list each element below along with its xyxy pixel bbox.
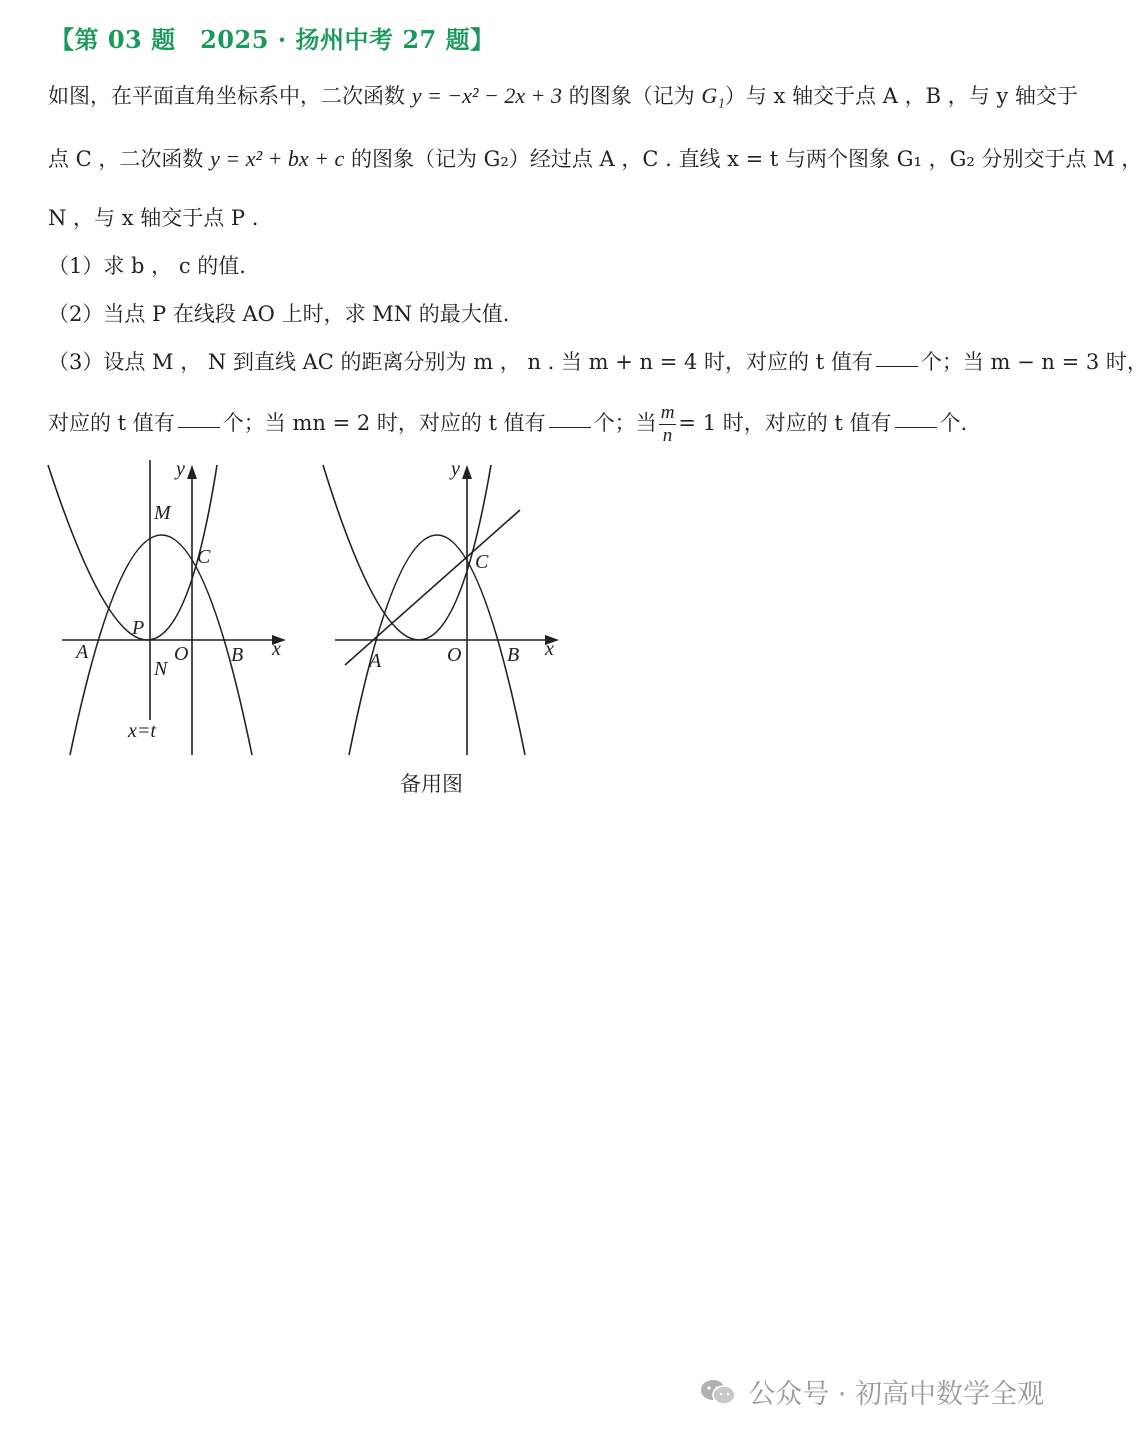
label-a: A (76, 641, 89, 663)
label-a: A (369, 650, 382, 672)
label-m: M (154, 502, 171, 524)
question-2: （2）当点 P 在线段 AO 上时，求 MN 的最大值. (48, 302, 510, 326)
label-o: O (447, 644, 462, 666)
answer-blank-4 (895, 427, 937, 428)
label-y: y (451, 458, 460, 480)
wechat-icon (698, 1377, 738, 1407)
label-x: x (272, 638, 281, 660)
answer-blank-1 (876, 366, 918, 367)
question-3-line-2: 对应的 t 值有 个；当 mn = 2 时，对应的 t 值有 个；当 $\frac{m}{n}$ = 1 时，对应的 t 值有 个. (48, 402, 968, 446)
fraction-m-over-n: $\frac{m}{n}$ (660, 402, 675, 446)
problem-line-1: 如图，在平面直角坐标系中，二次函数 y = −x² − 2x + 3 的图象（记为 G₁）与 x 轴交于点 A ，B ，与 y 轴交于 (48, 83, 1078, 108)
figure-2-graph (315, 455, 575, 765)
label-n: N (154, 658, 168, 680)
problem-header: 【第 03 题 2025 · 扬州中考 27 题】 (50, 25, 495, 54)
line-ac (345, 510, 520, 665)
watermark-footer (698, 1372, 1044, 1411)
problem-line-3: N ，与 x 轴交于点 P . (48, 206, 259, 230)
label-b: B (231, 644, 244, 666)
footer-text: 公众号 · 初高中数学全观 (748, 1379, 1044, 1410)
label-o: O (174, 643, 189, 665)
label-p: P (132, 617, 145, 639)
figure-caption: 备用图 (400, 772, 463, 796)
question-1: （1）求 b ， c 的值. (48, 254, 246, 278)
label-c: C (475, 551, 489, 573)
problem-line-2: 点 C ，二次函数 y = x² + bx + c 的图象（记为 G₂）经过点 A ，C . 直线 x = t 与两个图象 G₁ ，G₂ 分别交于点 M ， (48, 146, 1143, 171)
y-axis-arrow (187, 465, 197, 479)
label-x-equals-t: x=t (128, 720, 156, 742)
question-3-line-1: （3）设点 M ， N 到直线 AC 的距离分别为 m ， n . 当 m + n = 4 时，对应的 t 值有 个；当 m − n = 3 时， (48, 350, 1148, 374)
curve-g1 (349, 535, 525, 755)
label-c: C (197, 546, 211, 568)
label-y: y (176, 458, 185, 480)
y-axis-arrow (462, 465, 472, 479)
curve-g2 (323, 465, 491, 640)
label-b: B (507, 644, 520, 666)
figure-1-graph (40, 455, 300, 765)
label-x: x (545, 638, 554, 660)
curve-g1 (70, 535, 252, 755)
answer-blank-2 (178, 427, 220, 428)
answer-blank-3 (549, 427, 591, 428)
